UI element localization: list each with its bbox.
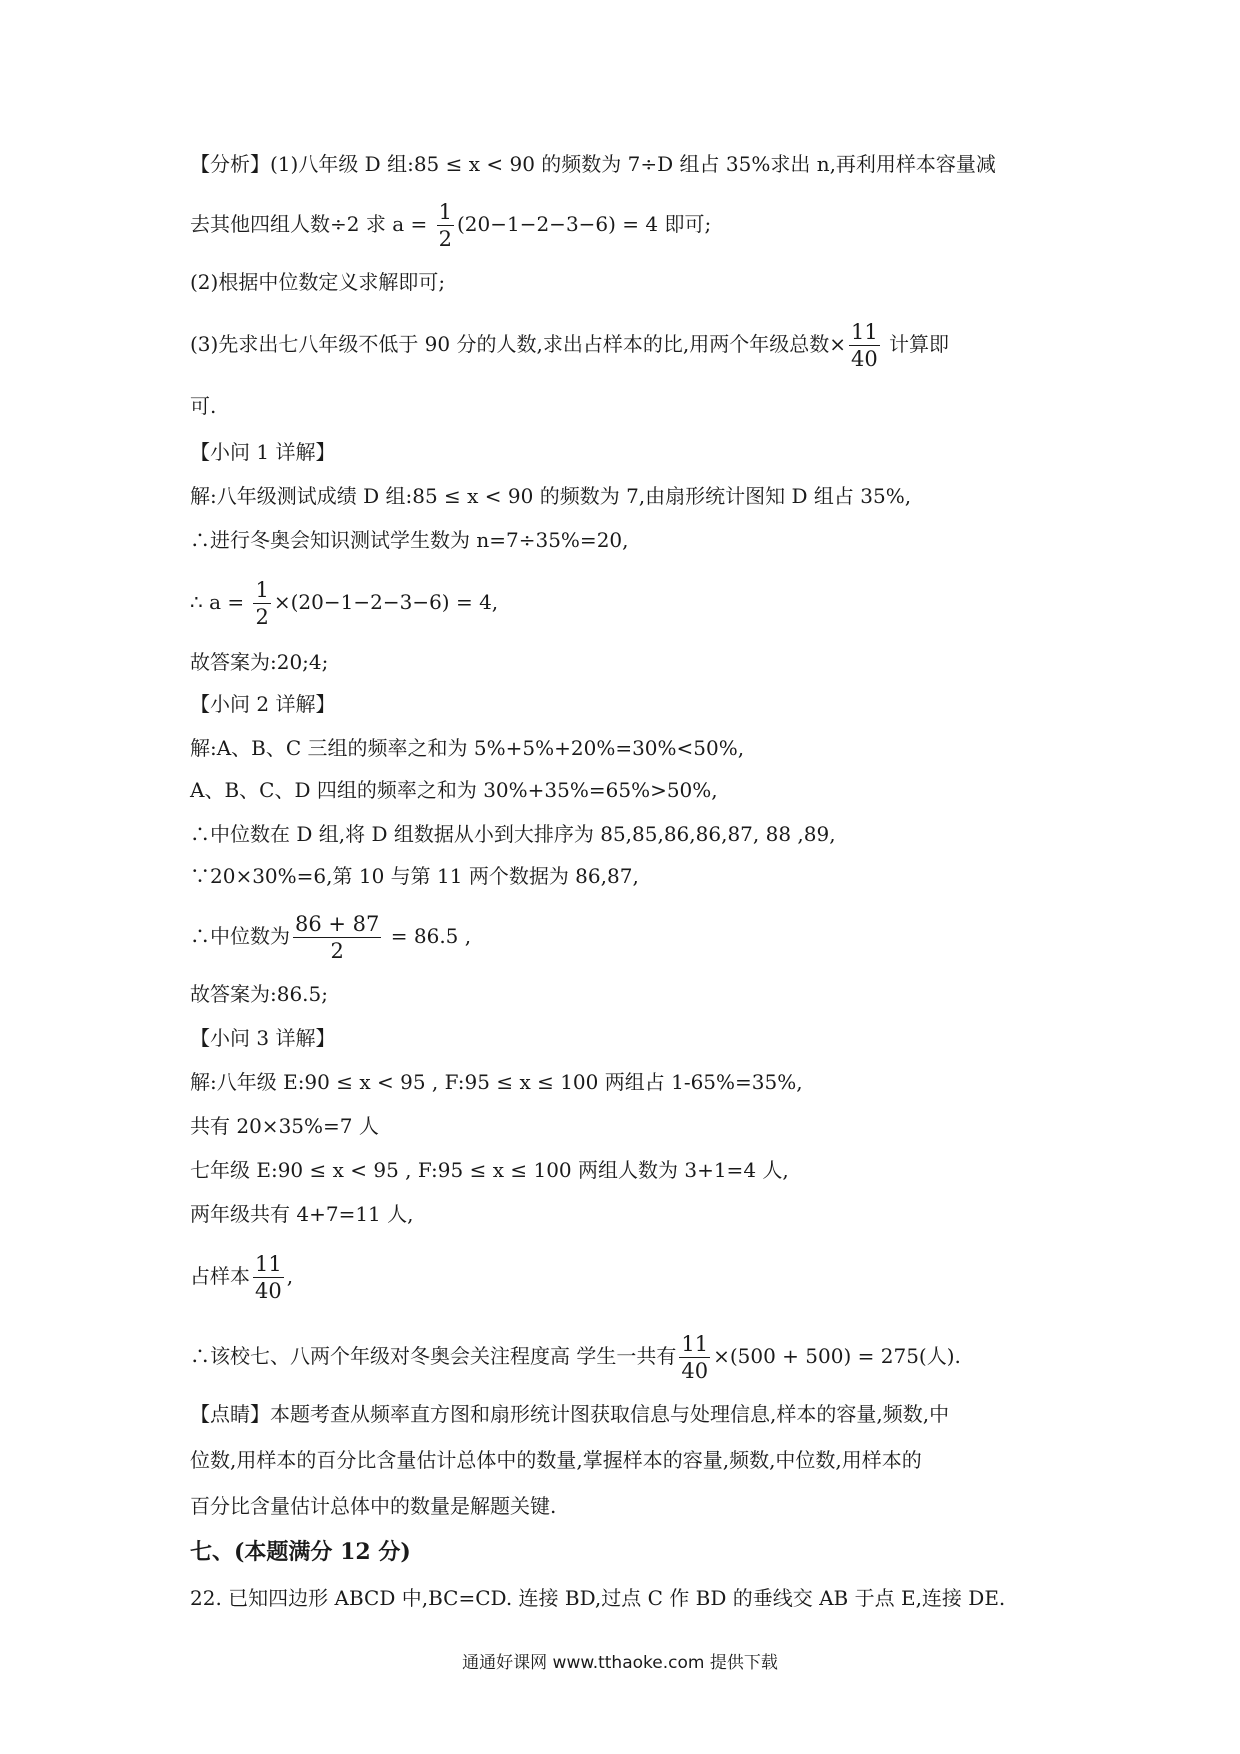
solution-text: A、B、C、D 四组的频率之和为 30%+35%=65%>50%, [190, 778, 718, 802]
analysis-line-3 [190, 268, 1070, 296]
fraction-denominator: 2 [330, 939, 344, 963]
question-text: 22. 已知四边形 ABCD 中,BC=CD. 连接 BD,过点 C 作 BD 的垂线交 AB 于点 E,连接 DE. [190, 1586, 1006, 1610]
fraction-numerator: 1 [438, 200, 452, 224]
q2-line-3 [190, 820, 1070, 848]
solution-text: 解:A、B、C 三组的频率之和为 5%+5%+20%=30%<50%, [190, 736, 745, 760]
q2-line-5 [190, 912, 1070, 963]
q3-line-3 [190, 1156, 1070, 1184]
section-title: 【小问 2 详解】 [190, 692, 336, 716]
analysis-text: 计算即 [882, 332, 950, 356]
fraction [293, 912, 381, 963]
q2-answer [190, 980, 1070, 1008]
q3-line-4 [190, 1200, 1070, 1228]
q1-answer [190, 648, 1070, 676]
fraction-numerator: 11 [850, 320, 878, 344]
solution-text: ∴ a = [190, 590, 251, 614]
solution-text: 七年级 E:90 ≤ x < 95 , F:95 ≤ x ≤ 100 两组人数为 3+1=4 人, [190, 1158, 789, 1182]
comment-text: 【点睛】本题考查从频率直方图和扇形统计图获取信息与处理信息,样本的容量,频数,中 [190, 1402, 950, 1426]
analysis-text: 【分析】(1)八年级 D 组:85 ≤ x < 90 的频数为 7÷D 组占 35%求出 n,再利用样本容量减 [190, 152, 996, 176]
solution-text: = 86.5 , [384, 924, 472, 948]
solution-text: 解:八年级 E:90 ≤ x < 95 , F:95 ≤ x ≤ 100 两组占 1-65%=35%, [190, 1070, 803, 1094]
q2-title [190, 690, 1070, 718]
q2-line-4 [190, 862, 1070, 890]
solution-text: 两年级共有 4+7=11 人, [190, 1202, 414, 1226]
answer-text: 故答案为:20;4; [190, 650, 329, 674]
q1-line-3 [190, 578, 1070, 629]
q2-line-1 [190, 734, 1070, 762]
fraction-denominator: 40 [850, 347, 878, 371]
fraction-numerator: 1 [255, 578, 269, 602]
comment-text: 百分比含量估计总体中的数量是解题关键. [190, 1494, 557, 1518]
section-heading-text: 七、(本题满分 12 分) [190, 1539, 411, 1565]
fraction [253, 1252, 284, 1303]
fraction-numerator: 86 + 87 [295, 912, 380, 936]
comment-line-2 [190, 1446, 1070, 1474]
analysis-text: (3)先求出七八年级不低于 90 分的人数,求出占样本的比,用两个年级总数× [190, 332, 846, 356]
q1-line-2 [190, 526, 1070, 554]
q1-title [190, 438, 1070, 466]
solution-text: ∴进行冬奥会知识测试学生数为 n=7÷35%=20, [190, 528, 629, 552]
q3-line-2 [190, 1112, 1070, 1140]
analysis-line-2 [190, 200, 1070, 251]
fraction [849, 320, 880, 371]
solution-text: ×(500 + 500) = 275(人). [713, 1344, 961, 1368]
solution-text: 解:八年级测试成绩 D 组:85 ≤ x < 90 的频数为 7,由扇形统计图知 D 组占 35%, [190, 484, 912, 508]
comment-text: 位数,用样本的百分比含量估计总体中的数量,掌握样本的容量,频数,中位数,用样本的 [190, 1448, 922, 1472]
fraction-numerator: 11 [681, 1332, 709, 1356]
page-footer: 通通好课网 www.tthaoke.com 提供下载 [462, 1653, 778, 1673]
solution-text: ×(20−1−2−3−6) = 4, [273, 590, 499, 614]
section-title: 【小问 1 详解】 [190, 440, 336, 464]
question-22 [190, 1584, 1070, 1612]
answer-text: 故答案为:86.5; [190, 982, 329, 1006]
q3-line-1 [190, 1068, 1070, 1096]
fraction [437, 200, 454, 251]
analysis-line-4 [190, 320, 1070, 371]
analysis-text: 去其他四组人数÷2 求 a = [190, 212, 434, 236]
fraction-denominator: 2 [438, 227, 452, 251]
analysis-line-5 [190, 392, 1070, 420]
analysis-text: 可. [190, 394, 217, 418]
analysis-text: (20−1−2−3−6) = 4 即可; [456, 212, 712, 236]
fraction-denominator: 40 [681, 1359, 709, 1383]
section-heading [190, 1538, 1070, 1566]
solution-text: ∴该校七、八两个年级对冬奥会关注程度高 学生一共有 [190, 1344, 677, 1368]
solution-text: ∴中位数为 [190, 924, 290, 948]
analysis-line-1 [190, 150, 1070, 178]
analysis-text: (2)根据中位数定义求解即可; [190, 270, 446, 294]
q1-line-1 [190, 482, 1070, 510]
q3-line-5 [190, 1252, 1070, 1303]
section-title: 【小问 3 详解】 [190, 1026, 336, 1050]
solution-text: 共有 20×35%=7 人 [190, 1114, 379, 1138]
solution-text: ∴中位数在 D 组,将 D 组数据从小到大排序为 85,85,86,86,87, 88 ,89, [190, 822, 836, 846]
comment-line-1 [190, 1400, 1070, 1428]
solution-text: ∵20×30%=6,第 10 与第 11 两个数据为 86,87, [190, 864, 639, 888]
fraction-numerator: 11 [255, 1252, 282, 1276]
solution-text: 占样本 [190, 1264, 250, 1288]
fraction-denominator: 40 [255, 1279, 282, 1303]
comment-line-3 [190, 1492, 1070, 1520]
q3-title [190, 1024, 1070, 1052]
q3-line-6 [190, 1332, 1070, 1383]
q2-line-2 [190, 776, 1070, 804]
fraction [679, 1332, 710, 1383]
fraction [253, 578, 270, 629]
fraction-denominator: 2 [255, 605, 269, 629]
solution-text: , [286, 1264, 294, 1288]
